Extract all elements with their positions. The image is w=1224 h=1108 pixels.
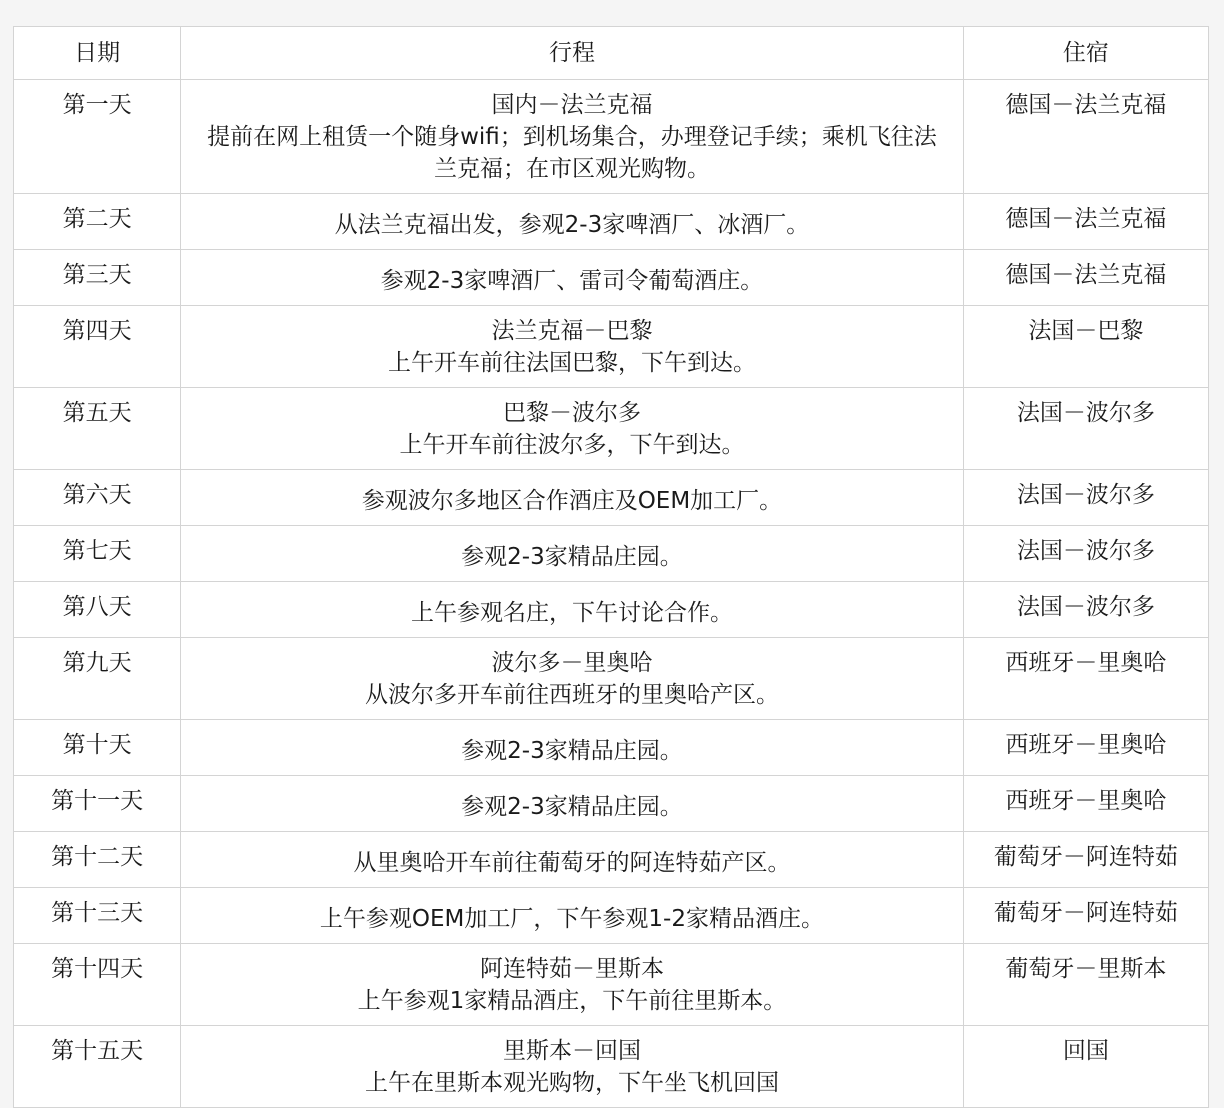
table-row <box>14 250 1209 306</box>
stay-text: 法国－波尔多 <box>1016 400 1155 426</box>
stay-text: 德国－法兰克福 <box>1005 92 1167 118</box>
cell-plan <box>181 306 964 388</box>
stay-text: 西班牙－里奥哈 <box>1005 732 1167 758</box>
plan-description: 从波尔多开车前往西班牙的里奥哈产区。 <box>364 682 779 708</box>
cell-date <box>14 776 181 832</box>
table-row <box>14 944 1209 1026</box>
cell-plan <box>181 388 964 470</box>
cell-plan <box>181 526 964 582</box>
cell-date <box>14 80 181 194</box>
cell-date <box>14 1026 181 1108</box>
cell-date <box>14 832 181 888</box>
stay-text: 德国－法兰克福 <box>1005 206 1167 232</box>
date-text: 第三天 <box>62 262 132 288</box>
date-text: 第十四天 <box>51 956 144 982</box>
table-row <box>14 638 1209 720</box>
cell-stay <box>963 470 1208 526</box>
cell-date <box>14 944 181 1026</box>
table-row <box>14 888 1209 944</box>
plan-description: 参观2-3家啤酒厂、雷司令葡萄酒庄。 <box>380 268 764 294</box>
cell-stay <box>963 388 1208 470</box>
cell-date <box>14 306 181 388</box>
date-text: 第九天 <box>62 650 132 676</box>
plan-description: 参观2-3家精品庄园。 <box>461 544 683 570</box>
table-row <box>14 194 1209 250</box>
plan-description: 上午开车前往波尔多，下午到达。 <box>399 432 745 458</box>
cell-stay <box>963 944 1208 1026</box>
plan-description: 从法兰克福出发，参观2-3家啤酒厂、冰酒厂。 <box>334 212 810 238</box>
stay-text: 法国－波尔多 <box>1016 538 1155 564</box>
cell-plan <box>181 720 964 776</box>
header-row <box>14 27 1209 80</box>
date-text: 第十二天 <box>51 844 144 870</box>
stay-text: 西班牙－里奥哈 <box>1005 650 1167 676</box>
cell-stay <box>963 638 1208 720</box>
table-row <box>14 832 1209 888</box>
cell-plan <box>181 944 964 1026</box>
cell-plan <box>181 582 964 638</box>
plan-description: 上午开车前往法国巴黎，下午到达。 <box>387 350 756 376</box>
stay-text: 西班牙－里奥哈 <box>1005 788 1167 814</box>
header-plan: 行程 <box>181 27 964 80</box>
stay-text: 法国－巴黎 <box>1028 318 1144 344</box>
plan-title: 阿连特茹－里斯本 <box>479 956 664 982</box>
plan-description: 上午参观名庄，下午讨论合作。 <box>410 600 733 626</box>
header-stay: 住宿 <box>963 27 1208 80</box>
cell-stay <box>963 194 1208 250</box>
cell-plan <box>181 470 964 526</box>
itinerary-table <box>13 26 1209 1108</box>
table-row <box>14 306 1209 388</box>
plan-description: 上午参观1家精品酒庄，下午前往里斯本。 <box>357 988 787 1014</box>
date-text: 第十天 <box>62 732 132 758</box>
plan-description: 上午在里斯本观光购物，下午坐飞机回国 <box>364 1070 779 1096</box>
stay-text: 德国－法兰克福 <box>1005 262 1167 288</box>
table-body <box>14 80 1209 1108</box>
stay-text: 法国－波尔多 <box>1016 482 1155 508</box>
table-row <box>14 720 1209 776</box>
cell-date <box>14 526 181 582</box>
table-row <box>14 388 1209 470</box>
date-text: 第四天 <box>62 318 132 344</box>
plan-title: 法兰克福－巴黎 <box>491 318 653 344</box>
header-date: 日期 <box>14 27 181 80</box>
table-row <box>14 582 1209 638</box>
cell-stay <box>963 306 1208 388</box>
cell-date <box>14 888 181 944</box>
cell-date <box>14 194 181 250</box>
date-text: 第十三天 <box>51 900 144 926</box>
stay-text: 葡萄牙－阿连特茹 <box>993 900 1178 926</box>
plan-title: 里斯本－回国 <box>502 1038 641 1064</box>
date-text: 第七天 <box>62 538 132 564</box>
cell-date <box>14 582 181 638</box>
plan-title: 国内－法兰克福 <box>491 92 653 118</box>
cell-date <box>14 388 181 470</box>
cell-date <box>14 720 181 776</box>
cell-date <box>14 250 181 306</box>
cell-stay <box>963 888 1208 944</box>
date-text: 第十一天 <box>51 788 144 814</box>
plan-title: 波尔多－里奥哈 <box>491 650 653 676</box>
plan-description: 参观2-3家精品庄园。 <box>461 738 683 764</box>
cell-stay <box>963 80 1208 194</box>
cell-plan <box>181 194 964 250</box>
stay-text: 法国－波尔多 <box>1016 594 1155 620</box>
table-row <box>14 526 1209 582</box>
table-row <box>14 470 1209 526</box>
date-text: 第八天 <box>62 594 132 620</box>
cell-stay <box>963 582 1208 638</box>
date-text: 第十五天 <box>51 1038 144 1064</box>
cell-plan <box>181 776 964 832</box>
table-row <box>14 1026 1209 1108</box>
plan-description: 从里奥哈开车前往葡萄牙的阿连特茹产区。 <box>353 850 791 876</box>
table-row <box>14 80 1209 194</box>
cell-stay <box>963 1026 1208 1108</box>
cell-plan <box>181 832 964 888</box>
date-text: 第六天 <box>62 482 132 508</box>
cell-stay <box>963 250 1208 306</box>
date-text: 第一天 <box>62 92 132 118</box>
cell-plan <box>181 80 964 194</box>
plan-title: 巴黎－波尔多 <box>502 400 641 426</box>
stay-text: 回国 <box>1062 1038 1109 1064</box>
table-row <box>14 776 1209 832</box>
plan-description: 提前在网上租赁一个随身wifi；到机场集合，办理登记手续；乘机飞往法兰克福；在市区观光购物。 <box>207 124 937 182</box>
plan-description: 参观波尔多地区合作酒庄及OEM加工厂。 <box>361 488 783 514</box>
cell-stay <box>963 776 1208 832</box>
date-text: 第二天 <box>62 206 132 232</box>
cell-stay <box>963 526 1208 582</box>
cell-date <box>14 638 181 720</box>
cell-plan <box>181 888 964 944</box>
cell-plan <box>181 1026 964 1108</box>
cell-stay <box>963 832 1208 888</box>
cell-plan <box>181 638 964 720</box>
cell-stay <box>963 720 1208 776</box>
plan-description: 上午参观OEM加工厂，下午参观1-2家精品酒庄。 <box>319 906 824 932</box>
date-text: 第五天 <box>62 400 132 426</box>
plan-description: 参观2-3家精品庄园。 <box>461 794 683 820</box>
stay-text: 葡萄牙－里斯本 <box>1005 956 1167 982</box>
cell-date <box>14 470 181 526</box>
cell-plan <box>181 250 964 306</box>
stay-text: 葡萄牙－阿连特茹 <box>993 844 1178 870</box>
